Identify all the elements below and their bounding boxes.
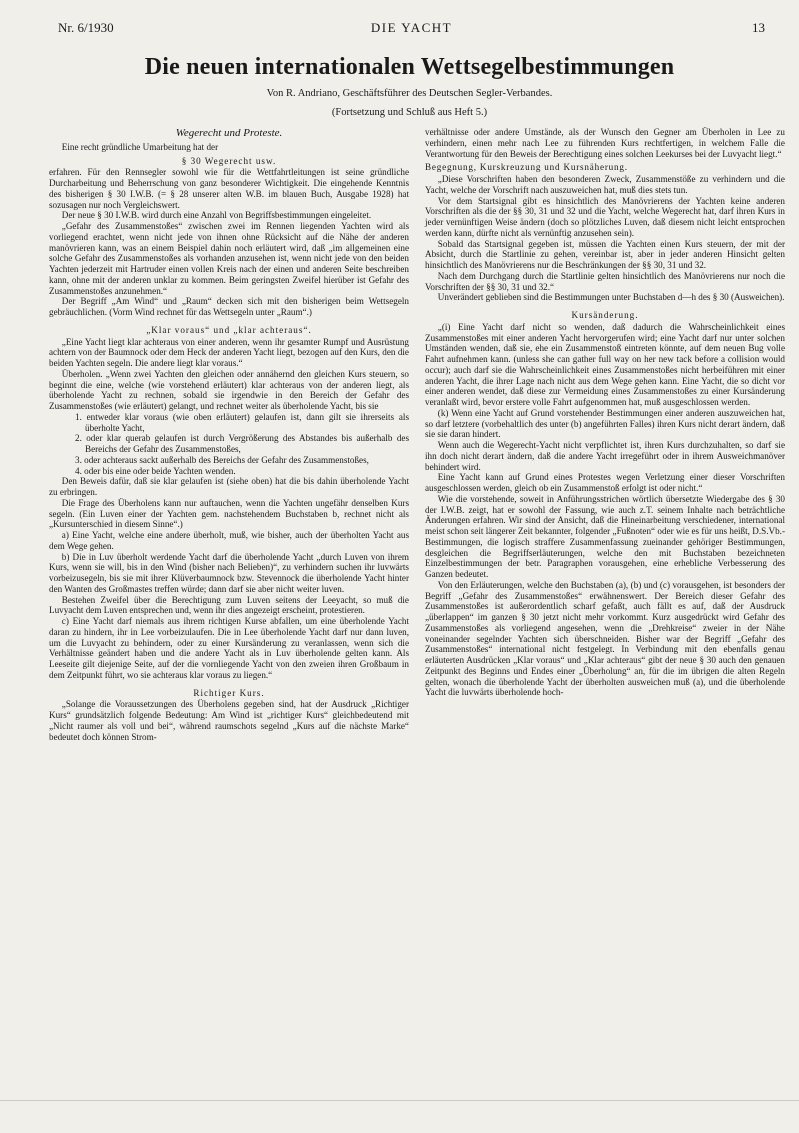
paragraph: Wenn auch die Wegerecht-Yacht nicht verpflichtet ist, ihren Kurs durchzuhalten, so darf sie ihn doch nicht derart ändern, daß die andere Yacht irregeführt oder in ihrem Ausweichmanöver behindert wird.: [425, 440, 785, 472]
paragraph: (k) Wenn eine Yacht auf Grund vorstehender Bestimmungen einer anderen auszuweichen hat, so darf letztere (vorbehaltlich des unter (b) angeführten Falles) ihren Kurs nicht derart ändern, daß sie sie daran hindert.: [425, 407, 785, 440]
numbered-list: [49, 412, 409, 477]
list-item: 1. entweder klar voraus (wie oben erläutert) gelaufen ist, dann gilt sie ihrerseits als überholte Yacht,: [75, 411, 409, 433]
paragraph: „Diese Vorschriften haben den besonderen Zweck, Zusammenstöße zu verhindern und die Yacht, welche der Vorschrift nach auszuweichen hat, muß dies stets tun.: [425, 174, 785, 195]
paragraph: Wie die vorstehende, soweit in Anführungsstrichen wörtlich übersetzte Wiedergabe des § 30 der I.W.B. zeigt, hat er sowohl der Fassung, wie auch z.T. seinem Inhalte nach beträchtliche Änderungen erfahren. Wir sind der Ansicht, daß die Hineinarbeitung verschiedener, international meist schon seit längerer Zeit bekannter, folgender „Fußnoten“ oder wie es für uns heißt, D.S.Vb.-Bestimmungen, die logisch straffere Zusammenfassung zueinander gehöriger Bestimmungen, desgleichen die Begriffserläuterungen, welche den mit Buchstaben bezeichneten Einzelbestimmungen der betr. Paragraphen vorausgehen, eine erhebliche Verbesserung des Ganzen bedeutet.: [425, 493, 785, 579]
paragraph: erfahren. Für den Rennsegler sowohl wie für die Wettfahrtleitungen ist seine gründliche Durcharbeitung und Beherrschung von ganz besonderer Wichtigkeit. Die eingehende Kenntnis des bisherigen § 30 I.W.B. (= § 28 unserer alten W.B. im blauen Buch, Ausgabe 1928) hat sozusagen nur noch Vergleichswert.: [49, 167, 409, 210]
running-header: [58, 20, 765, 38]
subsection-heading: „Klar voraus“ und „klar achteraus“.: [146, 324, 312, 335]
list-item: 2. oder klar querab gelaufen ist durch Vergrößerung des Abstandes bis außerhalb des Bereichs der Gefahr des Zusammenstoßes,: [75, 433, 409, 454]
paragraph: Unverändert geblieben sind die Bestimmungen unter Buchstaben d—h des § 30 (Ausweichen).: [437, 292, 785, 303]
paragraph: „(i) Eine Yacht darf nicht so wenden, daß dadurch die Wahrscheinlichkeit eines Zusammenstoßes mit einer anderen Yacht hervorgerufen wird; eine Yacht darf nur unter solchen Umständen wenden, daß sie, ehe ein Zusammenstoß eintreten könnte, auf dem neuen Bug volle Fahrt aufnehmen kann. (unless she can gather full way on her new tack before a collision would occur); auch darf sie die Wahrscheinlichkeit eines Zusammenstoßes nicht herbeiführen mit einer anderen Yacht, die ihrer Lage nach nicht aus dem Wege gehen kann. Eine Yacht, die so dicht vor einer anderen wendet, daß diese zur Vermeidung eines Zusammenstoßes zu einer Kursänderung veranlaßt wird, bevor erstere volle Fahrt aufgenommen hat, muß ausgeschlossen werden.: [425, 321, 785, 407]
page-edge-line: [0, 1100, 799, 1101]
paragraph: Von den Erläuterungen, welche den Buchstaben (a), (b) und (c) vorausgehen, ist besonders der Begriff „Gefahr des Zusammenstoßes“ erwähnenswert. Der Bereich dieser Gefahr des Zusammenstoßes ist außerordentlich scharf gefaßt, auch fällt es auf, daß der Ausdruck „überlappen“ im ganzen § 30 jetzt nicht mehr vorkommt. Kurz ausgedrückt wird Gefahr des Zusammenstoßes als vorliegend angesehen, wenn die „Drehkreise“ zweier in der Nähe voneinander segelnder Yachten sich überschneiden. Bisher war der Begriff „Gefahr des Zusammenstoßes“ international nicht festgelegt. In Verbindung mit den ebenfalls genau erläuterten Ausdrücken „Klar voraus“ und „Klar achteraus“ gibt der neue § 30 auch den genauen Zeitpunkt des Beginns und Endes einer „Überholung“ an, für die im übrigen die alten Regeln gelten, wonach die überholende Yacht der überholten ausweichen muß (a), und die überholende Yacht die luvwärts überholende hoch-: [425, 579, 785, 698]
paragraph: Die Frage des Überholens kann nur auftauchen, wenn die Yachten ungefähr denselben Kurs segeln. (Ein Luven einer der Yachten gem. nachstehendem Buchstaben b, rechnet nicht als „Kursunterschied in diesem Sinne“.): [49, 497, 409, 530]
magazine-name: DIE YACHT: [370, 20, 453, 35]
paragraph: Überholen. „Wenn zwei Yachten den gleichen oder annähernd den gleichen Kurs steuern, so beginnt die eine, welche (wie vorstehend erläutert) klar achteraus von der anderen liegt, als überholende Yacht zu rechnen, sobald sie irgendwie in den Bereich der Gefahr des Zusammenstoßes (wie erläutert) gelangt, und rechnet weiter als überholende Yacht, bis sie: [49, 368, 409, 411]
paragraph-heading: § 30 Wegerecht usw.: [181, 155, 277, 166]
paragraph: Sobald das Startsignal gegeben ist, müssen die Yachten einen Kurs steuern, der mit der Absicht, durch die Startlinie zu gehen, vereinbar ist, aber in jeder anderen Hinsicht gelten hinsichtlich des Manövrierens nur die Beschränkungen der §§ 30, 31 und 32.: [425, 238, 785, 270]
paragraph: Nach dem Durchgang durch die Startlinie gelten hinsichtlich des Manövrierens nur noch die Vorschriften der §§ 30, 31 und 32.“: [425, 270, 785, 292]
paragraph: Der neue § 30 I.W.B. wird durch eine Anzahl von Begriffsbestimmungen eingeleitet.: [61, 210, 372, 221]
paragraph: „Gefahr des Zusammenstoßes“ zwischen zwei im Rennen liegenden Yachten wird als vorliegend erachtet, wenn nicht jede von ihnen ohne Rücksicht auf die Nähe der anderen manövrieren kann, was an einem Beispiel dahin noch erläutert wird, daß „im allgemeinen eine solche Gefahr des Zusammenstoßes als vorhanden anzusehen ist, wenn nicht jede von den beiden Yachten jederzeit mit Hartruder einen vollen Kreis nach der einen und anderen Seite beschreiben kann, ohne mit der anderen unklar zu kommen. Beim geringsten Zweifel hierüber ist Gefahr des Zusammenstoßes anzunehmen.“: [49, 221, 409, 296]
paragraph: verhältnisse oder andere Umstände, als der Wunsch den Gegner am Überholen in Lee zu verhindern, einen mehr nach Lee zu führenden Kurs rechtfertigen, in welchem Falle die Verantwortung für den Beweis der Berechtigung eines solchen Leekurses bei der Luvyacht liegt.“: [425, 127, 785, 159]
subsection-heading: Richtiger Kurs.: [193, 687, 265, 698]
article-title: Die neuen internationalen Wettsegelbestimmungen: [144, 54, 675, 80]
right-column: [425, 127, 785, 698]
paragraph: c) Eine Yacht darf niemals aus ihrem richtigen Kurse abfallen, um eine überholende Yacht daran zu hindern, ihr in Lee vorbeizulaufen. Die in Lee überholende Yacht darf nur dann luven, um die Luvyacht zu behindern, oder zu einer Kursänderung zu veranlassen, wenn sich die Verhältnisse geändert haben und die andere Yacht als in Luv überholende gelten kann. Als Leeseite gilt diejenige Seite, auf der die vornliegende Yacht von den zweien ihren Großbaum in dem Zeitpunkt führt, wo sie achteraus klar voraus zu liegen.“: [49, 616, 409, 680]
paragraph: Der Begriff „Am Wind“ und „Raum“ decken sich mit den bisherigen beim Wettsegeln gebräuchlichen. (Vorm Wind rechnet für das Wettsegeln unter „Raum“.): [49, 296, 409, 317]
paragraph: Den Beweis dafür, daß sie klar gelaufen ist (siehe oben) hat die bis dahin überholende Yacht zu erbringen.: [49, 476, 409, 497]
paragraph: b) Die in Luv überholt werdende Yacht darf die überholende Yacht „durch Luven von ihrem Kurs, wenn sie will, bis in den Wind (bisher nach Belieben)“, zu verhindern suchen ihr luvwärts vorbeizusegeln, bis sie mit ihrer Klüverbaumnock bzw. Stevennock die überholende Yacht hinter den Wanten des Großmastes treffen würde; dann darf sie aber nicht weiter luven.: [49, 551, 409, 594]
paragraph: „Eine Yacht liegt klar achteraus von einer anderen, wenn ihr gesamter Rumpf und Ausrüstung achtern von der Baumnock oder dem Heck der anderen Yacht liegt, bezogen auf den Kurs, den die beiden Yachten segeln. Die andere liegt klar voraus.“: [49, 336, 409, 368]
article-byline: Von R. Andriano, Geschäftsführer des Deutschen Segler-Verbandes.: [266, 88, 553, 99]
paragraph: Eine Yacht kann auf Grund eines Protestes wegen Verletzung einer dieser Vorschriften ausgeschlossen werden, gleich ob ein Zusammenstoß erfolgt ist oder nicht.“: [425, 472, 785, 493]
paragraph: Eine recht gründliche Umarbeitung hat der: [61, 141, 219, 152]
section-heading: Wegerecht und Proteste.: [175, 127, 283, 139]
list-item: 4. oder bis eine oder beide Yachten wenden.: [75, 465, 236, 476]
subsection-heading: Kursänderung.: [571, 310, 639, 320]
paragraph: a) Eine Yacht, welche eine andere überholt, muß, wie bisher, auch der überholten Yacht aus dem Wege gehen.: [49, 530, 409, 551]
paragraph: Bestehen Zweifel über die Berechtigung zum Luven seitens der Leeyacht, so muß die Luvyacht dem Luven entsprechen und, wenn ihr dies angezeigt erscheint, protestieren.: [49, 594, 409, 616]
paragraph: Vor dem Startsignal gibt es hinsichtlich des Manövrierens der Yachten keine anderen Vorschriften als die der §§ 30, 31 und 32 und die Yacht, welche Wegerecht hat, darf ihren Kurs in jeder vernünftigen Weise ändern (doch so plötzliches Luven, daß diesem nicht leicht entsprochen werden kann, dürfte nicht als vernünftig anzusehen sein).: [425, 195, 785, 238]
left-column: [49, 128, 409, 742]
subsection-heading: Begegnung, Kurskreuzung und Kursnäherung.: [425, 162, 628, 173]
continuation-note: (Fortsetzung und Schluß aus Heft 5.): [331, 107, 488, 118]
page-number: 13: [752, 20, 765, 35]
paragraph: „Solange die Voraussetzungen des Überholens gegeben sind, hat der Ausdruck „Richtiger Kurs“ grundsätzlich folgende Bedeutung: Am Wind ist „richtiger Kurs“ gleichbedeutend mit „Nicht raumer als voll und bei“, während raumschots segelnd „Kurs auf die nächste Marke“ bedeutet doch können Strom-: [49, 699, 409, 742]
issue-number: Nr. 6/1930: [58, 20, 114, 35]
list-item: 3. oder achteraus sackt außerhalb des Bereichs der Gefahr des Zusammenstoßes,: [75, 454, 369, 465]
